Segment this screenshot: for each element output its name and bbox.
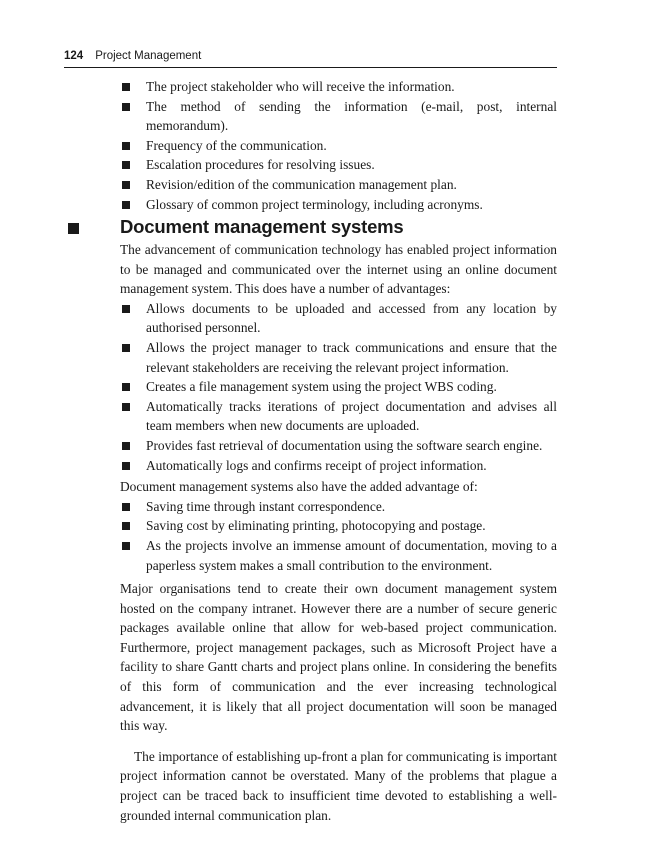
body-paragraph: The importance of establishing up-front a plan for communicating is important project information cannot be overstated. Many of the problems that plague a project can be traced back to insufficient time devoted to establishing a well-grounded internal communication plan.	[120, 748, 557, 823]
section-square-icon	[68, 223, 79, 234]
added-advantages-intro: Document management systems also have the added advantage of:	[120, 479, 478, 495]
square-bullet-icon	[122, 181, 130, 189]
list-item	[120, 77, 557, 97]
list-item	[120, 155, 557, 175]
square-bullet-icon	[122, 83, 130, 91]
list-item	[120, 536, 557, 575]
list-item	[120, 97, 557, 136]
square-bullet-icon	[122, 403, 130, 411]
list-item-text: Automatically tracks iterations of project documentation and advises all team members when new documents are uploaded.	[146, 398, 557, 434]
list-item-text: Provides fast retrieval of documentation using the software search engine.	[146, 437, 543, 453]
section-intro: The advancement of communication technology has enabled project information to be managed and communicated over the internet using an online document management system. This does have a number of advantages:	[120, 242, 557, 297]
list-item	[120, 436, 557, 456]
added-advantages-list	[120, 497, 557, 575]
square-bullet-icon	[122, 522, 130, 530]
square-bullet-icon	[122, 462, 130, 470]
list-item-text: Allows the project manager to track communications and ensure that the relevant stakeholders are receiving the relevant project information.	[146, 339, 557, 375]
stakeholder-info-list	[120, 77, 557, 214]
list-item-text: Glossary of common project terminology, including acronyms.	[146, 196, 483, 212]
square-bullet-icon	[122, 201, 130, 209]
square-bullet-icon	[122, 103, 130, 111]
list-item	[120, 516, 557, 536]
list-item	[120, 299, 557, 338]
section-body	[120, 240, 557, 825]
square-bullet-icon	[122, 383, 130, 391]
square-bullet-icon	[122, 161, 130, 169]
list-item-text: Escalation procedures for resolving issues.	[146, 157, 375, 173]
list-item-text: The project stakeholder who will receive the information.	[146, 79, 455, 94]
list-item-text: Allows documents to be uploaded and accessed from any location by authorised personnel.	[146, 300, 557, 336]
list-item-text: As the projects involve an immense amount of documentation, moving to a paperless system makes a small contribution to the environment.	[146, 537, 557, 573]
square-bullet-icon	[122, 503, 130, 511]
list-item	[120, 195, 557, 215]
running-header	[64, 47, 557, 68]
square-bullet-icon	[122, 344, 130, 352]
list-item-text: Revision/edition of the communication management plan.	[146, 176, 457, 192]
running-title: Project Management	[95, 50, 202, 62]
list-item-text: Frequency of the communication.	[146, 137, 327, 153]
list-item-text: Automatically logs and confirms receipt of project information.	[146, 457, 487, 473]
list-item	[120, 136, 557, 156]
list-item	[120, 497, 557, 517]
list-item	[120, 456, 557, 476]
square-bullet-icon	[122, 142, 130, 150]
square-bullet-icon	[122, 442, 130, 450]
list-item	[120, 175, 557, 195]
square-bullet-icon	[122, 542, 130, 550]
square-bullet-icon	[122, 305, 130, 313]
page-number: 124	[64, 50, 84, 62]
list-item-text: Creates a file management system using the project WBS coding.	[146, 379, 497, 395]
list-item-text: Saving time through instant correspondence.	[146, 498, 386, 514]
body-paragraph: Major organisations tend to create their own document management system hosted on the company intranet. However there are a number of secure generic packages available online that allow for web-based project communication. Furthermore, project management packages, such as Microsoft Project have a facility to share Gantt charts and project plans online. In considering the benefits of this form of communication and the ever increasing technological advancement, it is likely that all project documentation will soon be managed this way.	[120, 581, 557, 734]
section-title: Document management systems	[120, 216, 404, 237]
list-item-text: The method of sending the information (e-mail, post, internal memorandum).	[146, 98, 557, 134]
advantages-list	[120, 299, 557, 475]
list-item	[120, 338, 557, 377]
list-item	[120, 397, 557, 436]
list-item	[120, 377, 557, 397]
list-item-text: Saving cost by eliminating printing, photocopying and postage.	[146, 518, 486, 534]
